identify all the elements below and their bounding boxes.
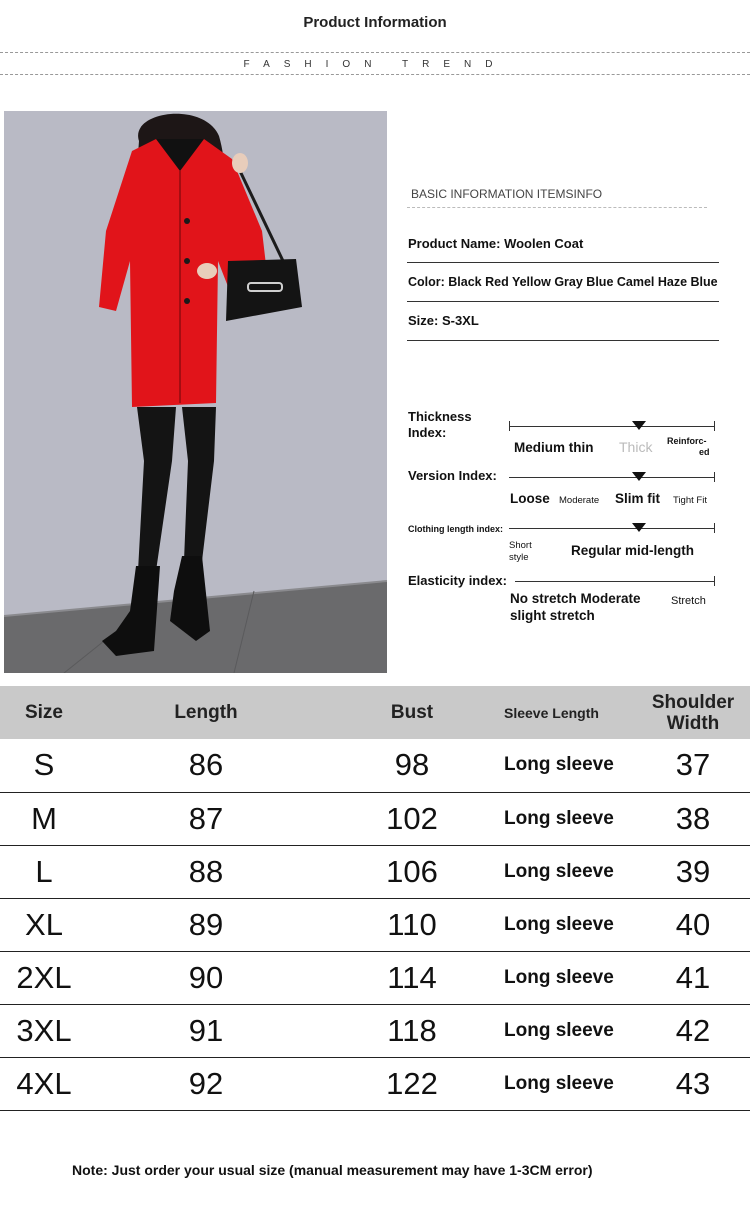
scale-tick — [509, 421, 510, 431]
shoulder-cell: 39 — [636, 845, 750, 898]
version-scale — [509, 477, 715, 478]
clothing-length-option-short — [509, 540, 532, 564]
scale-tick — [714, 421, 715, 431]
table-row — [0, 1004, 750, 1057]
bust-cell: 114 — [324, 951, 500, 1004]
length-cell: 88 — [88, 845, 324, 898]
bust-cell: 110 — [324, 898, 500, 951]
info-divider — [407, 301, 719, 302]
size-cell: M — [0, 792, 88, 845]
version-option-slim-fit: Slim fit — [615, 491, 661, 506]
header-length: Length — [88, 686, 324, 739]
product-sizes: Size: S-3XL — [408, 313, 479, 328]
header-divider-top — [0, 52, 750, 53]
bust-cell: 102 — [324, 792, 500, 845]
shoulder-cell: 41 — [636, 951, 750, 1004]
thickness-option-thick: Thick — [619, 439, 653, 455]
shoulder-cell: 43 — [636, 1057, 750, 1110]
size-cell: L — [0, 845, 88, 898]
length-cell: 90 — [88, 951, 324, 1004]
header-shoulder-width — [636, 686, 750, 739]
product-photo — [4, 111, 387, 673]
product-name: Product Name: Woolen Coat — [408, 236, 584, 251]
header-divider-bottom — [0, 74, 750, 75]
shoulder-cell: 38 — [636, 792, 750, 845]
elasticity-index-label: Elasticity index: — [408, 573, 507, 588]
length-cell: 91 — [88, 1004, 324, 1057]
sleeve-cell: Long sleeve — [500, 1057, 636, 1110]
bust-cell: 98 — [324, 739, 500, 792]
version-marker — [632, 472, 646, 481]
table-row — [0, 792, 750, 845]
version-option-loose: Loose — [510, 491, 550, 506]
shoulder-cell: 37 — [636, 739, 750, 792]
size-cell: 3XL — [0, 1004, 88, 1057]
product-colors: Color: Black Red Yellow Gray Blue Camel Haze Blue — [408, 275, 718, 289]
thickness-option-medium-thin: Medium thin — [514, 440, 594, 455]
short-line2: style — [509, 552, 529, 563]
info-divider — [407, 262, 719, 263]
sleeve-cell: Long sleeve — [500, 1004, 636, 1057]
size-cell: 4XL — [0, 1057, 88, 1110]
table-header-row — [0, 686, 750, 739]
length-cell: 89 — [88, 898, 324, 951]
version-option-moderate: Moderate — [559, 495, 600, 506]
version-option-tight-fit: Tight Fit — [673, 495, 707, 506]
header-subtitle: FASHION TREND — [243, 59, 507, 70]
thickness-label-line2: Index: — [408, 425, 447, 440]
bust-cell: 106 — [324, 845, 500, 898]
thickness-scale — [509, 426, 715, 427]
sleeve-cell: Long sleeve — [500, 951, 636, 1004]
info-heading: BASIC INFORMATION ITEMSINFO — [411, 187, 603, 201]
table-row — [0, 898, 750, 951]
size-cell: XL — [0, 898, 88, 951]
sleeve-cell: Long sleeve — [500, 739, 636, 792]
table-row — [0, 739, 750, 792]
scale-tick — [714, 472, 715, 482]
bust-cell: 118 — [324, 1004, 500, 1057]
page-title: Product Information — [303, 14, 447, 31]
thickness-option-reinforced — [667, 436, 710, 458]
table-row — [0, 951, 750, 1004]
length-cell: 87 — [88, 792, 324, 845]
table-row — [0, 1057, 750, 1110]
shoulder-cell: 42 — [636, 1004, 750, 1057]
clothing-length-option-regular: Regular mid-length — [571, 543, 695, 558]
elasticity-scale — [515, 581, 715, 582]
clothing-length-scale — [509, 528, 715, 529]
size-chart-table — [0, 686, 750, 1111]
clothing-length-marker — [632, 523, 646, 532]
elasticity-option-slight-stretch: slight stretch — [510, 608, 595, 623]
version-index-label: Version Index: — [408, 468, 497, 483]
header-shoulder-line1: Shoulder — [651, 691, 735, 713]
elasticity-option-no-stretch-moderate: No stretch Moderate — [510, 591, 641, 606]
clothing-length-index-label: Clothing length index: — [408, 524, 503, 534]
thickness-marker — [632, 421, 646, 430]
length-cell: 92 — [88, 1057, 324, 1110]
table-row — [0, 845, 750, 898]
header-shoulder-line2: Width — [666, 712, 720, 734]
bust-cell: 122 — [324, 1057, 500, 1110]
reinforced-line2: ed — [699, 447, 710, 457]
header-bust: Bust — [324, 686, 500, 739]
reinforced-line1: Reinforc- — [667, 436, 707, 446]
size-cell: 2XL — [0, 951, 88, 1004]
thickness-label-line1: Thickness — [408, 409, 472, 424]
sleeve-cell: Long sleeve — [500, 898, 636, 951]
header-size: Size — [0, 686, 88, 739]
elasticity-option-stretch: Stretch — [671, 595, 706, 607]
size-cell: S — [0, 739, 88, 792]
info-heading-divider — [407, 207, 707, 208]
length-cell: 86 — [88, 739, 324, 792]
short-line1: Short — [509, 540, 532, 551]
sleeve-cell: Long sleeve — [500, 845, 636, 898]
info-divider — [407, 340, 719, 341]
thickness-index-label — [408, 409, 472, 441]
size-note: Note: Just order your usual size (manual measurement may have 1-3CM error) — [72, 1162, 593, 1178]
sleeve-cell: Long sleeve — [500, 792, 636, 845]
scale-tick — [714, 523, 715, 533]
scale-tick — [714, 576, 715, 586]
shoulder-cell: 40 — [636, 898, 750, 951]
header-sleeve-length: Sleeve Length — [500, 686, 636, 739]
